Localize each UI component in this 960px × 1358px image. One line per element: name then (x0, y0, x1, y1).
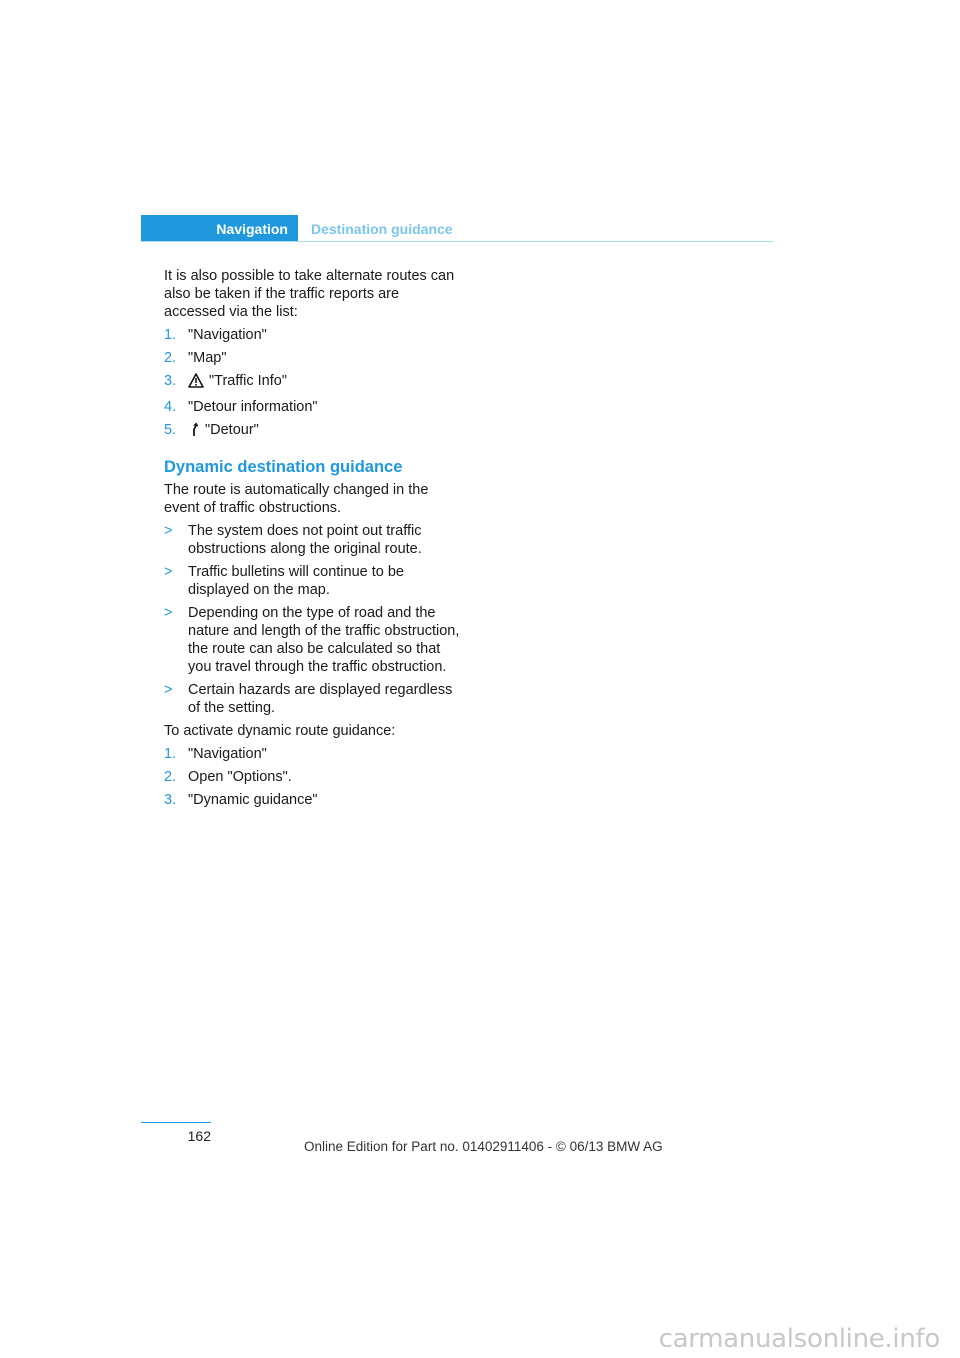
warning-triangle-icon (188, 373, 204, 393)
steps-list-b (164, 745, 460, 809)
bullet-marker: > (164, 605, 173, 621)
step-item (164, 791, 460, 809)
step-item (164, 745, 460, 763)
bullet-item (164, 522, 460, 558)
step-text: Open "Options". (188, 769, 292, 785)
bullet-item (164, 681, 460, 717)
step-number: 3. (164, 792, 177, 808)
step-item (164, 349, 460, 367)
step-number: 5. (164, 422, 177, 438)
detour-arrow-icon (188, 422, 200, 442)
step-text: "Navigation" (188, 746, 267, 762)
chapter-title: Navigation (216, 220, 288, 237)
bullet-text: The system does not point out traffic obstructions along the original route. (188, 523, 422, 557)
step-item (164, 768, 460, 786)
bullet-marker: > (164, 564, 173, 580)
bullet-text: Certain hazards are displayed regardless of the setting. (188, 682, 453, 716)
step-number: 1. (164, 327, 177, 343)
step-text: "Detour" (205, 422, 259, 438)
bullet-list (164, 522, 460, 717)
bullet-item (164, 563, 460, 599)
body-paragraph: The route is automatically changed in the event of traffic obstructions. (164, 482, 429, 516)
step-number: 3. (164, 373, 177, 389)
bullet-text: Traffic bulletins will continue to be displayed on the map. (188, 564, 404, 598)
header-divider (141, 241, 773, 242)
page-content (164, 267, 460, 814)
bullet-marker: > (164, 523, 173, 539)
step-item (164, 421, 460, 442)
steps-list-a (164, 326, 460, 442)
step-text: "Map" (188, 350, 227, 366)
edition-notice: Online Edition for Part no. 01402911406 - © 06/13 BMW AG (304, 1139, 663, 1154)
watermark: carmanualsonline.info (658, 1324, 940, 1354)
step-item (164, 398, 460, 416)
step-text: "Dynamic guidance" (188, 792, 318, 808)
step-number: 4. (164, 399, 177, 415)
page-number: 162 (187, 1128, 211, 1144)
body-paragraph: To activate dynamic route guidance: (164, 723, 396, 739)
step-number: 1. (164, 746, 177, 762)
step-item (164, 372, 460, 393)
section-heading: Dynamic destination guidance (164, 458, 403, 476)
chapter-tab (141, 215, 298, 242)
footer-divider (141, 1122, 211, 1123)
intro-paragraph: It is also possible to take alternate routes can also be taken if the traffic reports are accessed via the list: (164, 268, 455, 320)
step-text: "Detour information" (188, 399, 318, 415)
bullet-text: Depending on the type of road and the nature and length of the traffic obstruction, the route can also be calculated so that you travel through the traffic obstruction. (188, 605, 460, 675)
bullet-item (164, 604, 460, 676)
step-item (164, 326, 460, 344)
bullet-marker: > (164, 682, 173, 698)
step-number: 2. (164, 350, 177, 366)
step-text: "Traffic Info" (209, 373, 287, 389)
step-text: "Navigation" (188, 327, 267, 343)
section-title: Destination guidance (311, 220, 453, 237)
step-number: 2. (164, 769, 177, 785)
